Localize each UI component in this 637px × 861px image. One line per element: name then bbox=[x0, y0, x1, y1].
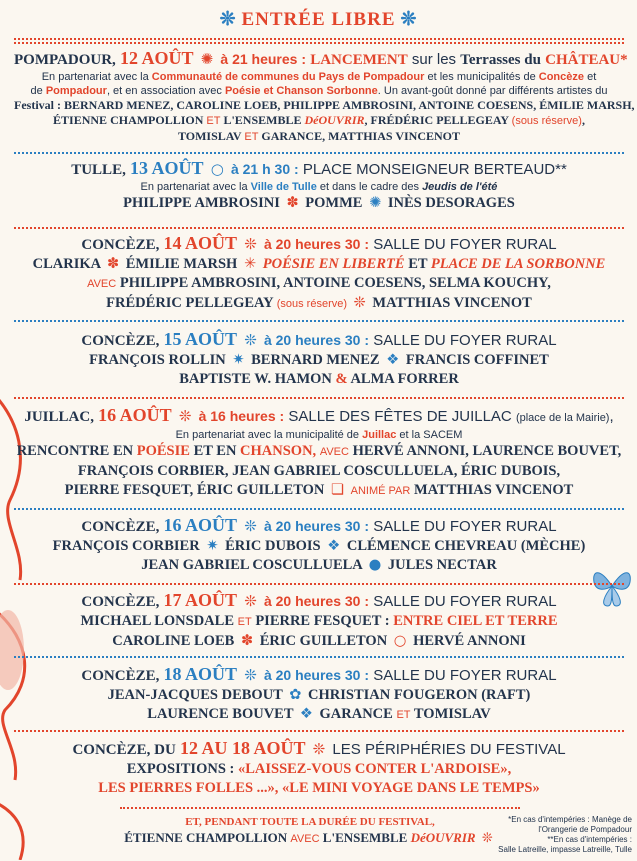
event-venue: SALLE DU FOYER RURAL bbox=[373, 593, 557, 610]
event-date: 15 AOÛT bbox=[163, 329, 238, 349]
diamond-icon: ❖ bbox=[327, 538, 341, 554]
artist-line: FRANÇOIS CORBIER ✷ ÉRIC DUBOIS ❖ CLÉMENCE CHEVREAU (MÈCHE) bbox=[52, 538, 586, 554]
event-juillac-16: JUILLAC, 16 AOÛT ❊ à 16 heures : SALLE DES FÊTES DE JUILLAC (place de la Mairie), En partenariat avec la municipalité de Juillac et la SACEM RENCONTRE EN POÉSIE ET EN CHANSON, AVEC HERVÉ ANNONI, LAURENCE BOUVET, FRANÇOIS CORBIER, JEAN GABRIEL COSCULLUELA, ÉRIC DUBOIS, PIERRE FESQUET, ÉRIC GUILLETON ❏ ANIMÉ PAR MATTHIAS VINCENOT bbox=[14, 405, 624, 501]
event-time: à 20 heures 30 : bbox=[263, 236, 370, 252]
event-conceze-17 bbox=[14, 590, 624, 651]
artist-line: ÉTIENNE CHAMPOLLION ET L'ENSEMBLE DéOUVRIR, FRÉDÉRIC PELLEGEAY (sous réserve), bbox=[53, 113, 585, 127]
event-note: de Pompadour, et en association avec Poésie et Chanson Sorbonne. Un avant-goût donné par différents artistes du bbox=[30, 85, 608, 97]
divider bbox=[14, 583, 624, 585]
event-venue: SALLE DU FOYER RURAL bbox=[373, 332, 557, 349]
artist-line: JEAN GABRIEL COSCULLUELA ● JULES NECTAR bbox=[141, 557, 497, 573]
divider bbox=[14, 320, 624, 322]
sun-icon: ✺ bbox=[369, 195, 382, 211]
asterisk-icon: ❊ bbox=[244, 592, 257, 610]
event-date: 16 AOÛT bbox=[163, 515, 238, 535]
artist-line: JEAN-JACQUES DEBOUT ✿ CHRISTIAN FOUGERON (RAFT) bbox=[107, 687, 531, 703]
star-icon: ✷ bbox=[206, 538, 219, 554]
flower-icon: ✿ bbox=[289, 687, 302, 703]
square-icon: ❏ bbox=[330, 482, 344, 498]
event-date: 17 AOÛT bbox=[163, 590, 238, 610]
divider bbox=[14, 730, 624, 732]
asterisk-icon: ❊ bbox=[481, 831, 493, 846]
divider bbox=[120, 807, 520, 809]
artist-line: PHILIPPE AMBROSINI ✽ POMME ✺ INÈS DESORAGES bbox=[123, 195, 515, 211]
event-time: à 21 h 30 : bbox=[230, 161, 299, 177]
event-venue: PLACE MONSEIGNEUR BERTEAUD** bbox=[302, 161, 567, 178]
artist-line: AVEC PHILIPPE AMBROSINI, ANTOINE COESENS, SELMA KOUCHY, bbox=[87, 275, 551, 291]
event-peripheries bbox=[14, 738, 624, 798]
flower-icon: ✽ bbox=[286, 195, 299, 211]
artist-line: PIERRE FESQUET, ÉRIC GUILLETON ❏ ANIMÉ PAR MATTHIAS VINCENOT bbox=[64, 482, 574, 498]
event-time: à 20 heures 30 : bbox=[263, 518, 370, 534]
sun-icon: ✺ bbox=[200, 50, 214, 68]
asterisk-icon: ❊ bbox=[244, 235, 257, 253]
artist-line: CLARIKA ✽ ÉMILIE MARSH ✳ POÉSIE EN LIBERTÉ ET PLACE DE LA SORBONNE bbox=[32, 256, 606, 272]
event-time: à 16 heures : bbox=[198, 408, 285, 424]
event-venue: SALLE DES FÊTES DE JUILLAC bbox=[288, 408, 512, 425]
divider bbox=[14, 227, 624, 229]
event-conceze-15 bbox=[14, 329, 624, 389]
event-place: CONCÈZE, bbox=[81, 237, 160, 253]
asterisk-icon: ✳ bbox=[243, 256, 257, 272]
diamond-icon: ❖ bbox=[299, 706, 313, 722]
event-place: CONCÈZE, bbox=[81, 594, 160, 610]
asterisk-icon: ❊ bbox=[312, 740, 326, 758]
event-date: 16 AOÛT bbox=[98, 405, 172, 425]
event-venue: SALLE DU FOYER RURAL bbox=[373, 667, 557, 684]
divider bbox=[14, 38, 624, 40]
event-date: 12 AOÛT bbox=[119, 48, 194, 68]
artist-line: MICHAEL LONSDALE ET PIERRE FESQUET : ENTRE CIEL ET TERRE bbox=[80, 613, 558, 629]
artist-line: FRÉDÉRIC PELLEGEAY (sous réserve) ❊ MATTHIAS VINCENOT bbox=[106, 295, 532, 311]
festival-footer: ET, PENDANT TOUTE LA DURÉE DU FESTIVAL, ÉTIENNE CHAMPOLLION AVEC L'ENSEMBLE DéOUVRIR ❊ bbox=[124, 816, 493, 846]
event-conceze-14 bbox=[14, 233, 624, 314]
event-conceze-16 bbox=[14, 515, 624, 575]
weather-notes: *En cas d'intempéries : Manège de l'Orangerie de Pompadour **En cas d'intempéries : Salle Latreille, impasse Latreille, Tulle bbox=[498, 815, 632, 854]
event-time: à 20 heures 30 : bbox=[263, 667, 370, 683]
asterisk-icon: ❊ bbox=[244, 517, 257, 535]
event-time: à 21 heures : bbox=[220, 51, 307, 67]
artist-line: TOMISLAV ET GARANCE, MATTHIAS VINCENOT bbox=[177, 129, 461, 143]
artist-line: Festival : BERNARD MENEZ, CAROLINE LOEB, PHILIPPE AMBROSINI, ANTOINE COESENS, ÉMILIE MARSH, bbox=[14, 98, 635, 112]
diamond-icon: ❖ bbox=[386, 352, 400, 368]
artist-line: CAROLINE LOEB ✽ ÉRIC GUILLETON ○ HERVÉ ANNONI bbox=[112, 633, 526, 649]
event-tulle-13 bbox=[14, 158, 624, 213]
event-time: à 20 heures 30 : bbox=[263, 332, 370, 348]
artist-line: BAPTISTE W. HAMON & ALMA FORRER bbox=[179, 371, 459, 387]
event-note: En partenariat avec la municipalité de Juillac et la SACEM bbox=[175, 429, 463, 441]
event-date: 12 AU 18 AOÛT bbox=[179, 738, 306, 758]
asterisk-icon: ❊ bbox=[244, 331, 257, 349]
circle-icon: ○ bbox=[210, 160, 224, 178]
event-venue: SALLE DU FOYER RURAL bbox=[373, 518, 557, 535]
artist-line: FRANÇOIS ROLLIN ✷ BERNARD MENEZ ❖ FRANCIS COFFINET bbox=[89, 352, 549, 368]
asterisk-icon: ❊ bbox=[178, 407, 192, 425]
event-note: En partenariat avec la Ville de Tulle et dans le cadre des Jeudis de l'été bbox=[140, 181, 498, 193]
event-place: POMPADOUR, bbox=[14, 52, 116, 68]
circle-icon: ○ bbox=[393, 633, 407, 649]
asterisk-icon: ❊ bbox=[244, 666, 257, 684]
dot-icon: ● bbox=[368, 557, 382, 573]
event-time: à 20 heures 30 : bbox=[263, 593, 370, 609]
exhibition-line: EXPOSITIONS : «LAISSEZ-VOUS CONTER L'ARDOISE», bbox=[126, 761, 512, 777]
star-icon: ✷ bbox=[232, 352, 245, 368]
event-date: 14 AOÛT bbox=[163, 233, 238, 253]
event-place: CONCÈZE, DU bbox=[72, 742, 176, 758]
event-title: LES PÉRIPHÉRIES DU FESTIVAL bbox=[332, 741, 566, 758]
event-place: TULLE, bbox=[71, 162, 126, 178]
flower-icon: ✽ bbox=[240, 633, 254, 649]
page-title bbox=[0, 8, 637, 31]
asterisk-icon: ❊ bbox=[219, 9, 237, 30]
artist-line: LAURENCE BOUVET ❖ GARANCE ET TOMISLAV bbox=[147, 706, 491, 722]
title-text: ENTRÉE LIBRE bbox=[241, 9, 396, 30]
asterisk-icon: ❊ bbox=[353, 295, 366, 311]
divider bbox=[14, 508, 624, 510]
flower-icon: ✽ bbox=[106, 256, 120, 272]
divider bbox=[14, 397, 624, 399]
event-title: LANCEMENT bbox=[310, 52, 408, 68]
asterisk-icon: ❊ bbox=[400, 9, 418, 30]
event-place: CONCÈZE, bbox=[81, 668, 160, 684]
exhibition-line: LES PIERRES FOLLES ...», «LE MINI VOYAGE DANS LE TEMPS» bbox=[98, 780, 540, 796]
event-place: CONCÈZE, bbox=[81, 333, 160, 349]
event-note: En partenariat avec la Communauté de communes du Pays de Pompadour et les municipalités de Concèze et bbox=[41, 71, 597, 83]
event-pompadour-12: POMPADOUR, 12 AOÛT ✺ à 21 heures : LANCEMENT sur les Terrasses du CHÂTEAU* En partenariat avec la Communauté de communes du Pays de Pompadour et les municipalités de Concèze et de Pompadour, et en association avec Poésie et Chanson Sorbonne. Un avant-goût donné par différents artistes du Festival : BERNARD MENEZ, CAROLINE LOEB, PHILIPPE AMBROSINI, ANTOINE COESENS, ÉMILIE MARSH, ÉTIENNE CHAMPOLLION ET L'ENSEMBLE DéOUVRIR, FRÉDÉRIC PELLEGEAY (sous réserve), TOMISLAV ET GARANCE, MATTHIAS VINCENOT bbox=[14, 48, 635, 143]
divider bbox=[14, 656, 624, 658]
event-date: 18 AOÛT bbox=[163, 664, 238, 684]
event-conceze-18 bbox=[14, 664, 624, 725]
divider bbox=[14, 152, 624, 154]
artist-line: RENCONTRE EN POÉSIE ET EN CHANSON, AVEC HERVÉ ANNONI, LAURENCE BOUVET, bbox=[16, 443, 622, 459]
event-place: CONCÈZE, bbox=[81, 519, 160, 535]
event-date: 13 AOÛT bbox=[130, 158, 204, 178]
event-venue: SALLE DU FOYER RURAL bbox=[373, 236, 557, 253]
divider bbox=[14, 42, 624, 44]
event-place: JUILLAC, bbox=[24, 409, 94, 425]
artist-line: FRANÇOIS CORBIER, JEAN GABRIEL COSCULLUELA, ÉRIC DUBOIS, bbox=[77, 463, 561, 479]
